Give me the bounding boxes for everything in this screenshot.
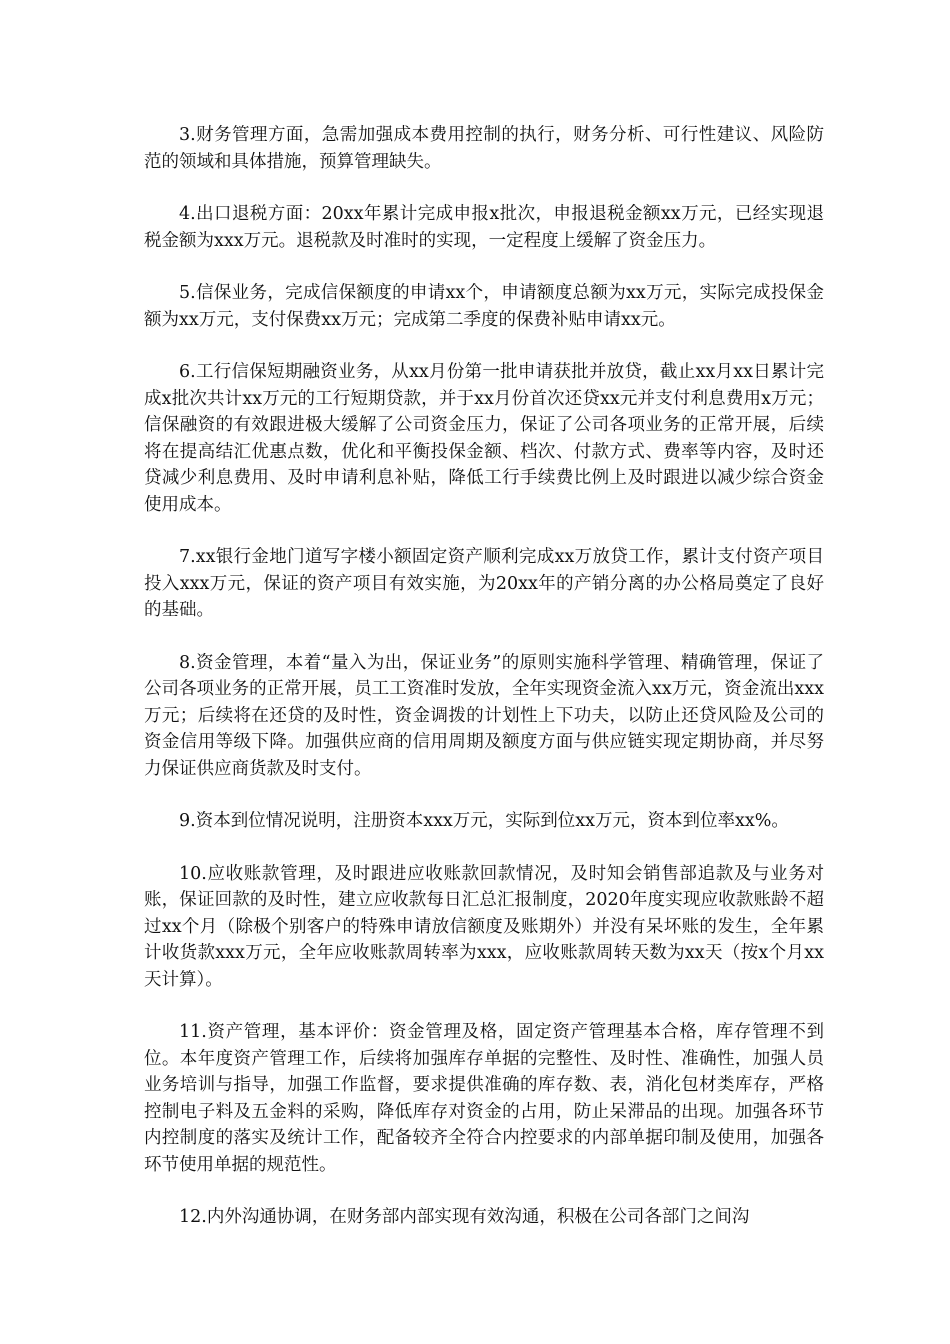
paragraph-item-4: 4.出口退税方面：20xx年累计完成申报x批次，申报退税金额xx万元，已经实现退税金额为xxx万元。退税款及时准时的实现，一定程度上缓解了资金压力。: [144, 204, 824, 251]
paragraph-item-8: 8.资金管理，本着“量入为出，保证业务”的原则实施科学管理、精确管理，保证了公司各项业务的正常开展，员工工资准时发放，全年实现资金流入xx万元，资金流出xxx万元；后续将在还贷的及时性，资金调拨的计划性上下功夫，以防止还贷风险及公司的资金信用等级下降。加强供应商的信用周期及额度方面与供应链实现定期协商，并尽努力保证供应商货款及时支付。: [144, 652, 824, 779]
paragraph-item-5: 5.信保业务，完成信保额度的申请xx个，申请额度总额为xx万元，实际完成投保金额为xx万元，支付保费xx万元；完成第二季度的保费补贴申请xx元。: [144, 283, 824, 330]
paragraph-item-6: 6.工行信保短期融资业务，从xx月份第一批申请获批并放贷，截止xx月xx日累计完成x批次共计xx万元的工行短期贷款，并于xx月份首次还贷xx元并支付利息费用x万元；信保融资的有效跟进极大缓解了公司资金压力，保证了公司各项业务的正常开展，后续将在提高结汇优惠点数，优化和平衡投保金额、档次、付款方式、费率等内容，及时还贷减少利息费用、及时申请利息补贴，降低工行手续费比例上及时跟进以减少综合资金使用成本。: [144, 362, 824, 515]
paragraph-item-10: 10.应收账款管理，及时跟进应收账款回款情况，及时知会销售部追款及与业务对账，保证回款的及时性，建立应收款每日汇总汇报制度，2020年度实现应收款账龄不超过xx个月（除极个别客户的特殊申请放信额度及账期外）并没有呆坏账的发生，全年累计收货款xxx万元，全年应收账款周转率为xxx，应收账款周转天数为xx天（按x个月xx天计算）。: [144, 863, 824, 990]
paragraph-item-12: 12.内外沟通协调，在财务部内部实现有效沟通，积极在公司各部门之间沟: [179, 1207, 750, 1227]
paragraph-item-3: 3.财务管理方面，急需加强成本费用控制的执行，财务分析、可行性建议、风险防范的领域和具体措施，预算管理缺失。: [144, 125, 824, 172]
paragraph-item-7: 7.xx银行金地门道写字楼小额固定资产顺利完成xx万放贷工作，累计支付资产项目投入xxx万元，保证的资产项目有效实施，为20xx年的产销分离的办公格局奠定了良好的基础。: [144, 547, 824, 620]
paragraph-item-11: 11.资产管理，基本评价：资金管理及格，固定资产管理基本合格，库存管理不到位。本年度资产管理工作，后续将加强库存单据的完整性、及时性、准确性，加强人员业务培训与指导，加强工作监督，要求提供准确的库存数、表，消化包材类库存，严格控制电子料及五金料的采购，降低库存对资金的占用，防止呆滞品的出现。加强各环节内控制度的落实及统计工作，配备较齐全符合内控要求的内部单据印制及使用，加强各环节使用单据的规范性。: [144, 1022, 824, 1175]
paragraph-item-9: 9.资本到位情况说明，注册资本xxx万元，实际到位xx万元，资本到位率xx%。: [179, 811, 789, 831]
document-body: [144, 122, 824, 1257]
